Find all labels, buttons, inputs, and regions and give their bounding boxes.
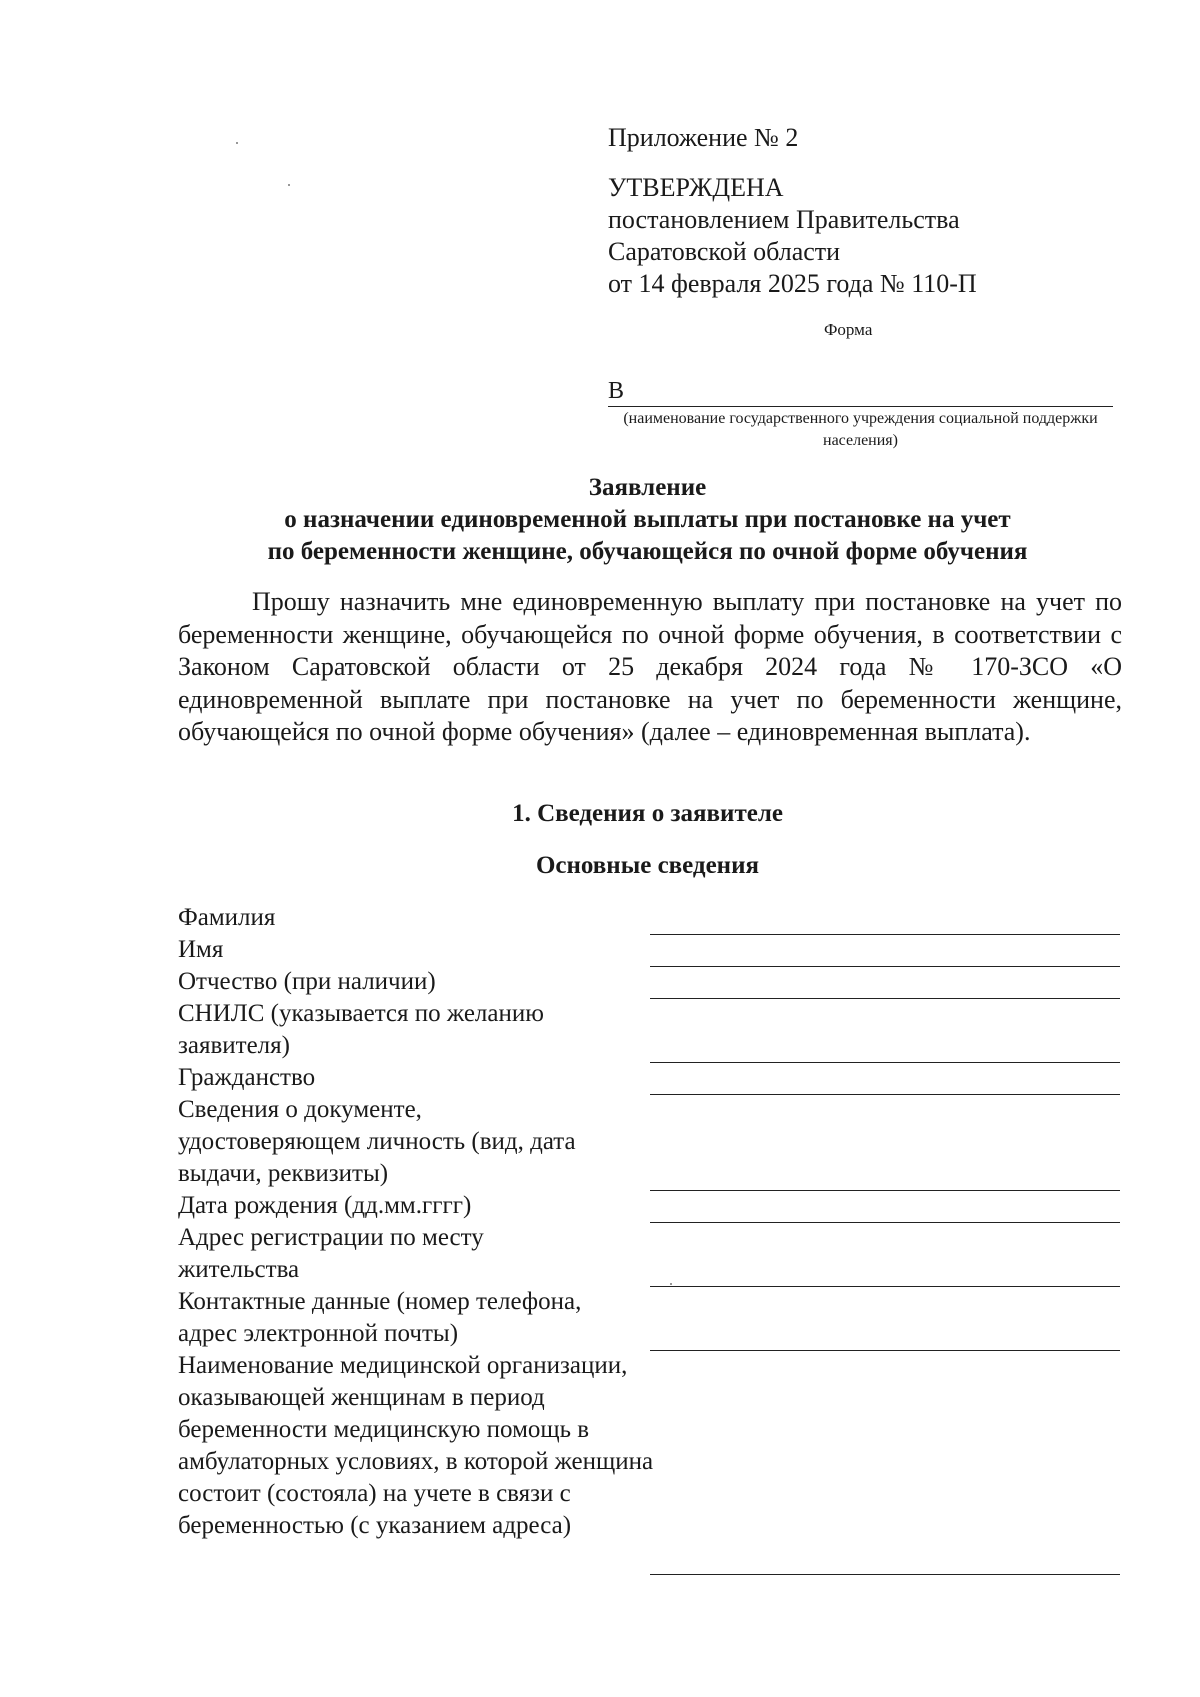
field-label-id-document: Сведения о документе, удостоверяющем личность (вид, дата выдачи, реквизиты): [178, 1096, 576, 1187]
approval-line: УТВЕРЖДЕНА: [608, 173, 784, 202]
scan-speck: [236, 142, 238, 144]
title-line: Заявление: [588, 474, 707, 501]
field-label-snils: СНИЛС (указывается по желанию заявителя): [178, 1000, 544, 1059]
request-text: Прошу назначить мне единовременную выплату при постановке на учет по беременности женщине, обучающейся по очной форме обучения, в соответствии с Законом Саратовской области от 25 декабря 2024 года № 170-ЗСО «О единовременной выплате при постановке на учет по беременности женщине, обучающейся по очной форме обучения» (далее – единовременная выплата).: [178, 587, 1122, 746]
form-label: Форма: [824, 320, 873, 339]
field-input-patronymic[interactable]: [650, 998, 1120, 999]
field-input-address[interactable]: [650, 1286, 1120, 1287]
title-line: по беременности женщине, обучающейся по очной форме обучения: [267, 538, 1028, 565]
field-label-address: Адрес регистрации по месту жительства: [178, 1224, 484, 1283]
field-label-birth-date: Дата рождения (дд.мм.гггг): [178, 1192, 472, 1219]
field-input-citizenship[interactable]: [650, 1094, 1120, 1095]
field-label-contacts: Контактные данные (номер телефона, адрес электронной почты): [178, 1288, 582, 1347]
field-label-citizenship: Гражданство: [178, 1064, 316, 1091]
field-input-name[interactable]: [650, 966, 1120, 967]
request-paragraph: [178, 586, 1122, 749]
field-label-name: Имя: [178, 936, 224, 963]
scan-speck: [670, 1283, 672, 1285]
section-title: 1. Сведения о заявителе: [512, 800, 783, 827]
field-label-patronymic: Отчество (при наличии): [178, 968, 436, 995]
appendix-number: Приложение № 2: [608, 123, 799, 152]
field-input-snils[interactable]: [650, 1062, 1120, 1063]
recipient-field[interactable]: [608, 378, 1113, 407]
field-input-contacts[interactable]: [650, 1350, 1120, 1351]
field-input-birth-date[interactable]: [650, 1222, 1120, 1223]
field-input-surname[interactable]: [650, 934, 1120, 935]
field-label-medical-org: Наименование медицинской организации, оказывающей женщинам в период беременности медицинскую помощь в амбулаторных условиях, в которой женщина состоит (состояла) на учете в связи с беременностью (с указанием адреса): [178, 1352, 654, 1539]
document-title: [170, 472, 1125, 568]
approval-line: от 14 февраля 2025 года № 110-П: [608, 269, 977, 298]
section-subtitle: Основные сведения: [535, 852, 760, 879]
approval-block: [608, 172, 977, 300]
recipient-prefix: В: [608, 378, 625, 404]
title-line: о назначении единовременной выплаты при постановке на учет: [284, 506, 1011, 533]
approval-line: постановлением Правительства: [608, 205, 960, 234]
recipient-caption: (наименование государственного учреждения социальной поддержки населения): [623, 410, 1098, 449]
field-label-surname: Фамилия: [178, 904, 276, 931]
scan-speck: [288, 184, 290, 186]
approval-line: Саратовской области: [608, 237, 841, 266]
field-input-id-document[interactable]: [650, 1190, 1120, 1191]
field-input-medical-org[interactable]: [650, 1574, 1120, 1575]
